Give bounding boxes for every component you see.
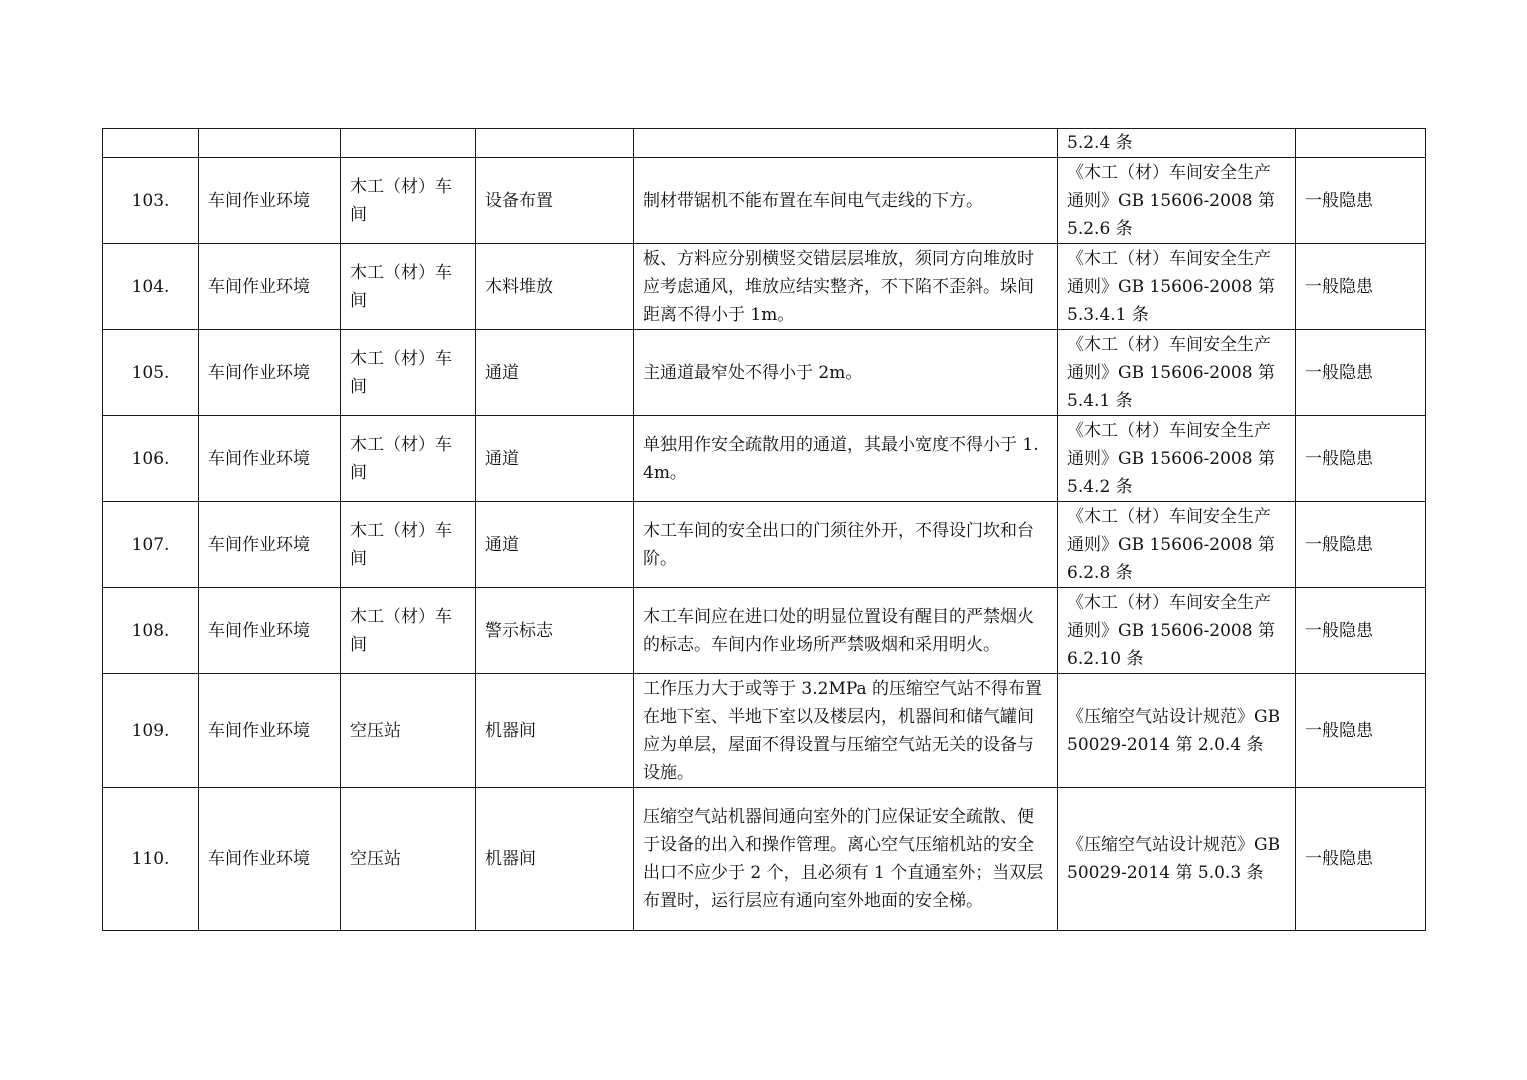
table-row (103, 788, 1426, 931)
cell-category (199, 129, 341, 158)
cell-requirement: 木工车间的安全出口的门须往外开，不得设门坎和台阶。 (634, 502, 1058, 588)
cell-item: 通道 (476, 416, 634, 502)
cell-location: 空压站 (341, 674, 476, 788)
cell-requirement: 制材带锯机不能布置在车间电气走线的下方。 (634, 158, 1058, 244)
cell-location: 木工（材）车间 (341, 502, 476, 588)
cell-category: 车间作业环境 (199, 416, 341, 502)
cell-item: 机器间 (476, 788, 634, 931)
cell-location (341, 129, 476, 158)
cell-level: 一般隐患 (1296, 244, 1426, 330)
cell-number: 108. (103, 588, 199, 674)
cell-standard: 《木工（材）车间安全生产通则》GB 15606-2008 第 6.2.10 条 (1058, 588, 1296, 674)
cell-level: 一般隐患 (1296, 588, 1426, 674)
cell-number: 109. (103, 674, 199, 788)
cell-location: 木工（材）车间 (341, 416, 476, 502)
cell-standard: 《木工（材）车间安全生产通则》GB 15606-2008 第 5.4.2 条 (1058, 416, 1296, 502)
cell-item: 木料堆放 (476, 244, 634, 330)
cell-standard: 《木工（材）车间安全生产通则》GB 15606-2008 第 5.4.1 条 (1058, 330, 1296, 416)
cell-item: 通道 (476, 330, 634, 416)
cell-requirement (634, 129, 1058, 158)
cell-requirement: 木工车间应在进口处的明显位置设有醒目的严禁烟火的标志。车间内作业场所严禁吸烟和采用明火。 (634, 588, 1058, 674)
cell-location: 木工（材）车间 (341, 244, 476, 330)
cell-requirement: 主通道最窄处不得小于 2m。 (634, 330, 1058, 416)
cell-category: 车间作业环境 (199, 674, 341, 788)
cell-category: 车间作业环境 (199, 330, 341, 416)
table-row (103, 158, 1426, 244)
table-row (103, 588, 1426, 674)
table-row (103, 416, 1426, 502)
cell-item: 通道 (476, 502, 634, 588)
cell-standard: 《木工（材）车间安全生产通则》GB 15606-2008 第 5.3.4.1 条 (1058, 244, 1296, 330)
table-row (103, 674, 1426, 788)
cell-level: 一般隐患 (1296, 158, 1426, 244)
cell-number: 105. (103, 330, 199, 416)
cell-level (1296, 129, 1426, 158)
cell-number (103, 129, 199, 158)
cell-standard: 《压缩空气站设计规范》GB 50029-2014 第 5.0.3 条 (1058, 788, 1296, 931)
cell-level: 一般隐患 (1296, 330, 1426, 416)
cell-item: 设备布置 (476, 158, 634, 244)
cell-level: 一般隐患 (1296, 674, 1426, 788)
cell-category: 车间作业环境 (199, 158, 341, 244)
cell-number: 103. (103, 158, 199, 244)
table-row (103, 502, 1426, 588)
cell-requirement: 单独用作安全疏散用的通道，其最小宽度不得小于 1.4m。 (634, 416, 1058, 502)
cell-level: 一般隐患 (1296, 416, 1426, 502)
table-row (103, 330, 1426, 416)
cell-number: 110. (103, 788, 199, 931)
table-row (103, 244, 1426, 330)
cell-standard: 5.2.4 条 (1058, 129, 1296, 158)
cell-standard: 《木工（材）车间安全生产通则》GB 15606-2008 第 5.2.6 条 (1058, 158, 1296, 244)
cell-requirement: 工作压力大于或等于 3.2MPa 的压缩空气站不得布置在地下室、半地下室以及楼层内，机器间和储气罐间应为单层，屋面不得设置与压缩空气站无关的设备与设施。 (634, 674, 1058, 788)
cell-requirement: 板、方料应分别横竖交错层层堆放，须同方向堆放时应考虑通风，堆放应结实整齐，不下陷不歪斜。垛间距离不得小于 1m。 (634, 244, 1058, 330)
cell-item: 机器间 (476, 674, 634, 788)
cell-location: 木工（材）车间 (341, 588, 476, 674)
cell-standard: 《木工（材）车间安全生产通则》GB 15606-2008 第 6.2.8 条 (1058, 502, 1296, 588)
cell-location: 木工（材）车间 (341, 158, 476, 244)
cell-category: 车间作业环境 (199, 788, 341, 931)
cell-number: 104. (103, 244, 199, 330)
hazard-table (102, 128, 1426, 931)
cell-requirement: 压缩空气站机器间通向室外的门应保证安全疏散、便于设备的出入和操作管理。离心空气压缩机站的安全出口不应少于 2 个，且必须有 1 个直通室外；当双层布置时，运行层应有通向室外地面的安全梯。 (634, 788, 1058, 931)
table-row-continued (103, 129, 1426, 158)
cell-location: 空压站 (341, 788, 476, 931)
cell-standard: 《压缩空气站设计规范》GB50029-2014 第 2.0.4 条 (1058, 674, 1296, 788)
cell-level: 一般隐患 (1296, 502, 1426, 588)
cell-number: 107. (103, 502, 199, 588)
cell-item (476, 129, 634, 158)
cell-category: 车间作业环境 (199, 244, 341, 330)
cell-category: 车间作业环境 (199, 502, 341, 588)
cell-number: 106. (103, 416, 199, 502)
cell-level: 一般隐患 (1296, 788, 1426, 931)
cell-item: 警示标志 (476, 588, 634, 674)
cell-category: 车间作业环境 (199, 588, 341, 674)
cell-location: 木工（材）车间 (341, 330, 476, 416)
